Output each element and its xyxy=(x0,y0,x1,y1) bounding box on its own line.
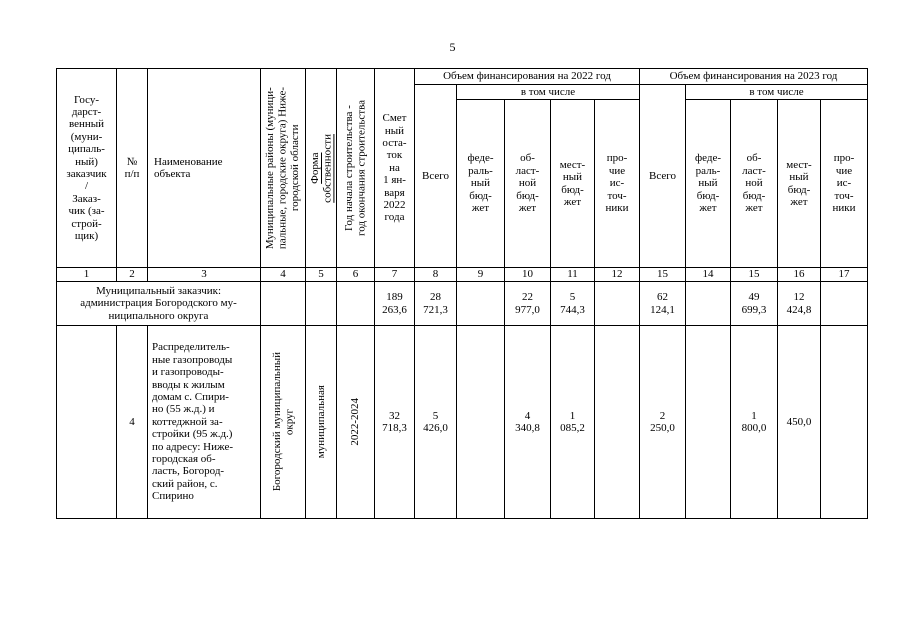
header-local-2023: мест- ный бюд- жет xyxy=(778,100,821,268)
header-local-2022: мест- ный бюд- жет xyxy=(551,100,595,268)
item-row-total-2023: 2 250,0 xyxy=(640,326,686,519)
total-row-local-2023: 12 424,8 xyxy=(778,282,821,326)
item-row-name: Распределитель- ные газопроводы и газопроводы- вводы к жилым домам с. Спири- но (55 ж.д.) и коттеджной за- стройки (95 ж.д.) по адресу: Ниже- городская об- ласть, Богород- ский район, с. Спирино xyxy=(148,326,261,519)
col-number: 7 xyxy=(375,268,415,282)
header-total-2023: Всего xyxy=(640,85,686,268)
header-incl-2023: в том числе xyxy=(686,85,868,100)
item-row-num: 4 xyxy=(117,326,148,519)
total-row-federal-2022 xyxy=(457,282,505,326)
header-fin-2023: Объем финансирования на 2023 год xyxy=(640,69,868,85)
total-row-district xyxy=(261,282,306,326)
item-row-other-2022 xyxy=(595,326,640,519)
col-number: 11 xyxy=(551,268,595,282)
header-total-2022: Всего xyxy=(415,85,457,268)
item-row-local-2022: 1 085,2 xyxy=(551,326,595,519)
header-federal-2023: феде- раль- ный бюд- жет xyxy=(686,100,731,268)
total-row-estimate: 189 263,6 xyxy=(375,282,415,326)
header-customer: Госу- дарст- венный (муни- ципаль- ный) заказчик / Заказ- чик (за- строй- щик) xyxy=(57,69,117,268)
col-number: 14 xyxy=(686,268,731,282)
column-number-row xyxy=(57,268,868,282)
col-number: 17 xyxy=(821,268,868,282)
item-row-total-2022: 5 426,0 xyxy=(415,326,457,519)
total-row-other-2022 xyxy=(595,282,640,326)
col-number: 6 xyxy=(337,268,375,282)
header-regional-2022: об- ласт- ной бюд- жет xyxy=(505,100,551,268)
header-estimate: Смет ный оста- ток на 1 ян- варя 2022 года xyxy=(375,69,415,268)
header-federal-2022: феде- раль- ный бюд- жет xyxy=(457,100,505,268)
header-years: Год начала строительства - год окончания строительства xyxy=(337,69,375,268)
total-row-label: Муниципальный заказчик: администрация Богородского му- ниципального округа xyxy=(57,282,261,326)
total-row-ownership xyxy=(306,282,337,326)
header-regional-2023: об- ласт- ной бюд- жет xyxy=(731,100,778,268)
col-number: 9 xyxy=(457,268,505,282)
col-number: 16 xyxy=(778,268,821,282)
total-row-years xyxy=(337,282,375,326)
item-row-other-2023 xyxy=(821,326,868,519)
financing-table xyxy=(56,68,868,519)
col-number: 8 xyxy=(415,268,457,282)
header-other-2023: про- чие ис- точ- ники xyxy=(821,100,868,268)
total-row-total-2022: 28 721,3 xyxy=(415,282,457,326)
header-other-2022: про- чие ис- точ- ники xyxy=(595,100,640,268)
total-row xyxy=(57,282,868,326)
item-row-regional-2022: 4 340,8 xyxy=(505,326,551,519)
header-num: № п/п xyxy=(117,69,148,268)
header-fin-2022: Объем финансирования на 2022 год xyxy=(415,69,640,85)
total-row-regional-2023: 49 699,3 xyxy=(731,282,778,326)
total-row-federal-2023 xyxy=(686,282,731,326)
item-row-years: 2022-2024 xyxy=(337,326,375,519)
item-row-ownership: муниципальная xyxy=(306,326,337,519)
col-number: 15 xyxy=(640,268,686,282)
header-ownership: Форма собственности xyxy=(306,69,337,268)
col-number: 5 xyxy=(306,268,337,282)
col-number: 3 xyxy=(148,268,261,282)
header-districts: Муниципальные районы (муници- пальные, городские округа) Ниже- городской области xyxy=(261,69,306,268)
item-row-federal-2022 xyxy=(457,326,505,519)
col-number: 1 xyxy=(57,268,117,282)
item-row-federal-2023 xyxy=(686,326,731,519)
item-row-district: Богородский муниципальный округ xyxy=(261,326,306,519)
header-object-name: Наименование объекта xyxy=(148,69,261,268)
col-number: 2 xyxy=(117,268,148,282)
col-number: 10 xyxy=(505,268,551,282)
col-number: 15 xyxy=(731,268,778,282)
col-number: 4 xyxy=(261,268,306,282)
header-incl-2022: в том числе xyxy=(457,85,640,100)
item-row-local-2023: 450,0 xyxy=(778,326,821,519)
page-number: 5 xyxy=(449,40,456,54)
item-row-estimate: 32 718,3 xyxy=(375,326,415,519)
item-row-customer xyxy=(57,326,117,519)
total-row-regional-2022: 22 977,0 xyxy=(505,282,551,326)
total-row-total-2023: 62 124,1 xyxy=(640,282,686,326)
total-row-local-2022: 5 744,3 xyxy=(551,282,595,326)
item-row-regional-2023: 1 800,0 xyxy=(731,326,778,519)
item-row xyxy=(57,326,868,519)
col-number: 12 xyxy=(595,268,640,282)
total-row-other-2023 xyxy=(821,282,868,326)
